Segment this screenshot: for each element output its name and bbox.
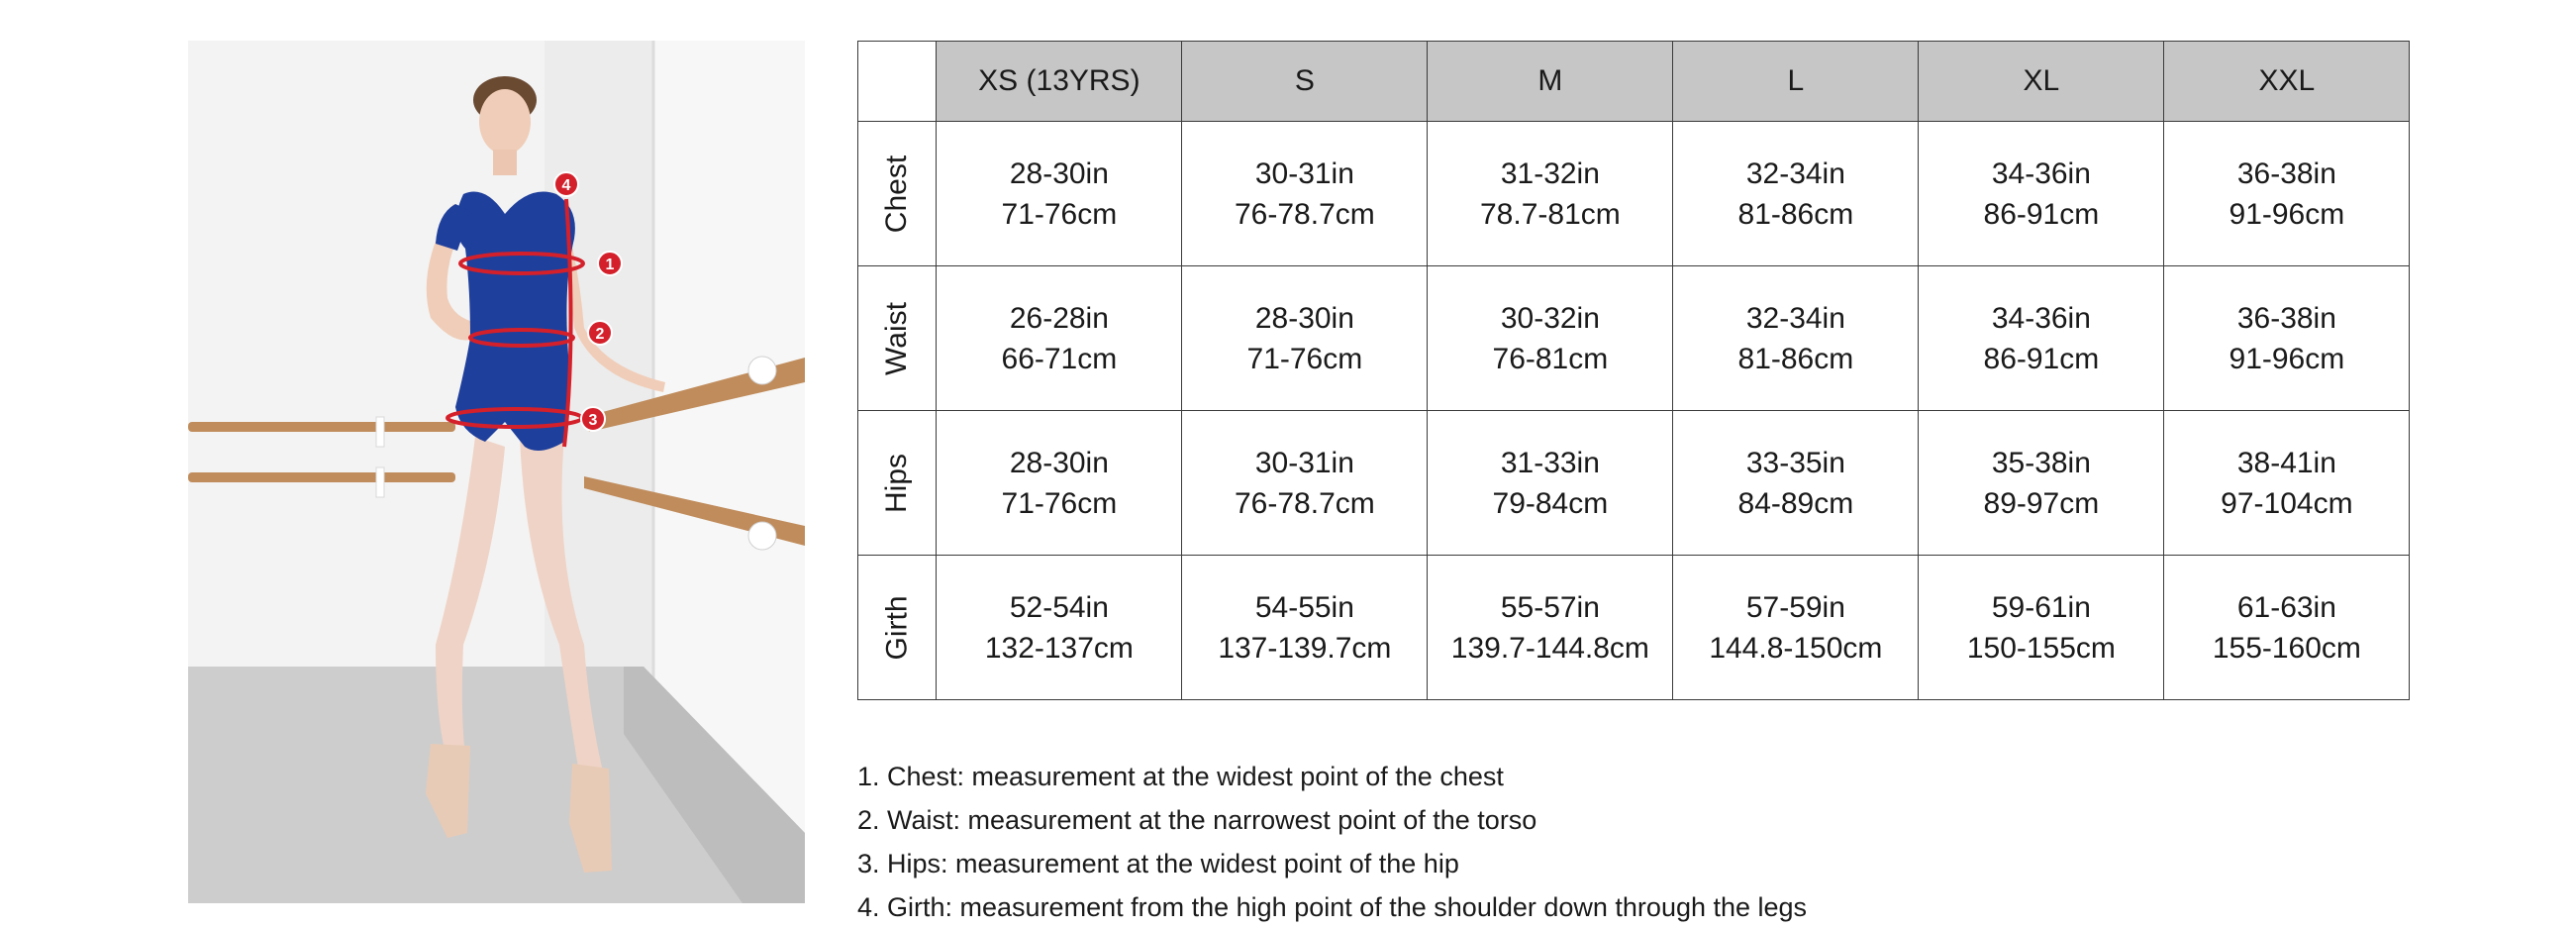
table-corner-cell — [858, 42, 937, 122]
row-label-cell — [858, 266, 937, 411]
table-cell — [1182, 411, 1428, 556]
row-label: Chest — [880, 155, 914, 233]
value-inches: 35-38in — [1991, 446, 2091, 479]
table-cell — [1673, 411, 1919, 556]
value-centimeters: 150-155cm — [1966, 631, 2116, 665]
table-cell — [2164, 556, 2410, 700]
value-centimeters: 91-96cm — [2229, 197, 2345, 231]
value-centimeters: 91-96cm — [2229, 342, 2345, 375]
table-cell — [2164, 266, 2410, 411]
table-cell — [1182, 266, 1428, 411]
value-inches: 28-30in — [1009, 156, 1109, 190]
size-header-xxl: XXL — [2164, 42, 2410, 122]
value-inches: 32-34in — [1745, 301, 1845, 335]
value-inches: 30-32in — [1500, 301, 1600, 335]
value-centimeters: 139.7-144.8cm — [1450, 631, 1649, 665]
marker-1 — [598, 252, 622, 275]
value-centimeters: 137-139.7cm — [1218, 631, 1392, 665]
table-cell — [937, 411, 1182, 556]
table-cell — [2164, 122, 2410, 266]
value-inches: 34-36in — [1991, 301, 2091, 335]
value-inches: 52-54in — [1009, 590, 1109, 624]
note-girth: 4. Girth: measurement from the high point of the shoulder down through the legs — [857, 892, 1808, 922]
value-centimeters: 76-78.7cm — [1235, 197, 1375, 231]
value-centimeters: 79-84cm — [1492, 486, 1609, 520]
table-cell — [1428, 411, 1673, 556]
value-inches: 36-38in — [2236, 301, 2336, 335]
value-centimeters: 89-97cm — [1983, 486, 2100, 520]
value-centimeters: 66-71cm — [1001, 342, 1118, 375]
value-centimeters: 78.7-81cm — [1480, 197, 1621, 231]
value-centimeters: 81-86cm — [1737, 197, 1854, 231]
value-centimeters: 132-137cm — [984, 631, 1134, 665]
table-cell — [1428, 266, 1673, 411]
value-inches: 33-35in — [1745, 446, 1845, 479]
table-cell — [1673, 266, 1919, 411]
value-inches: 57-59in — [1745, 590, 1845, 624]
table-row — [858, 266, 2410, 411]
note-hips: 3. Hips: measurement at the widest point of the hip — [857, 849, 1459, 878]
value-centimeters: 144.8-150cm — [1709, 631, 1883, 665]
table-cell — [1182, 556, 1428, 700]
value-centimeters: 97-104cm — [2221, 486, 2353, 520]
table-cell — [1919, 411, 2164, 556]
value-centimeters: 71-76cm — [1001, 197, 1118, 231]
value-centimeters: 81-86cm — [1737, 342, 1854, 375]
table-cell — [937, 266, 1182, 411]
marker-4 — [554, 172, 578, 196]
value-inches: 59-61in — [1991, 590, 2091, 624]
value-inches: 32-34in — [1745, 156, 1845, 190]
note-waist: 2. Waist: measurement at the narrowest point of the torso — [857, 805, 1537, 835]
value-centimeters: 76-78.7cm — [1235, 486, 1375, 520]
table-row — [858, 411, 2410, 556]
table-cell — [1919, 266, 2164, 411]
svg-text:4: 4 — [561, 177, 571, 194]
row-label: Hips — [880, 453, 914, 513]
table-cell — [937, 122, 1182, 266]
row-label: Girth — [880, 594, 914, 661]
value-inches: 61-63in — [2236, 590, 2336, 624]
svg-text:1: 1 — [605, 257, 615, 273]
value-centimeters: 155-160cm — [2212, 631, 2361, 665]
row-label-cell — [858, 556, 937, 700]
value-inches: 36-38in — [2236, 156, 2336, 190]
value-centimeters: 71-76cm — [1001, 486, 1118, 520]
size-header-xs: XS (13YRS) — [937, 42, 1182, 122]
size-header-xl: XL — [1919, 42, 2164, 122]
marker-2 — [588, 321, 612, 345]
table-cell — [2164, 411, 2410, 556]
value-centimeters: 76-81cm — [1492, 342, 1609, 375]
model-photo — [188, 41, 805, 903]
table-cell — [1428, 122, 1673, 266]
value-inches: 54-55in — [1254, 590, 1354, 624]
value-inches: 28-30in — [1254, 301, 1354, 335]
measurement-notes — [857, 755, 1807, 929]
row-label-cell — [858, 122, 937, 266]
svg-text:2: 2 — [595, 326, 605, 343]
value-centimeters: 71-76cm — [1246, 342, 1363, 375]
table-cell — [1673, 122, 1919, 266]
row-label-cell — [858, 411, 937, 556]
table-cell — [1919, 122, 2164, 266]
note-chest: 1. Chest: measurement at the widest point of the chest — [857, 762, 1504, 791]
value-inches: 34-36in — [1991, 156, 2091, 190]
value-centimeters: 86-91cm — [1983, 342, 2100, 375]
svg-text:3: 3 — [588, 412, 598, 429]
value-inches: 38-41in — [2236, 446, 2336, 479]
table-cell — [1428, 556, 1673, 700]
size-chart-table — [857, 41, 2410, 700]
value-inches: 31-33in — [1500, 446, 1600, 479]
row-label: Waist — [880, 301, 914, 375]
value-inches: 28-30in — [1009, 446, 1109, 479]
size-header-m: M — [1428, 42, 1673, 122]
value-inches: 55-57in — [1500, 590, 1600, 624]
value-inches: 30-31in — [1254, 156, 1354, 190]
table-cell — [1673, 556, 1919, 700]
table-header-row — [858, 42, 2410, 122]
table-cell — [937, 556, 1182, 700]
size-header-s: S — [1182, 42, 1428, 122]
marker-3 — [581, 407, 605, 431]
value-inches: 31-32in — [1500, 156, 1600, 190]
value-centimeters: 86-91cm — [1983, 197, 2100, 231]
table-row — [858, 122, 2410, 266]
table-cell — [1182, 122, 1428, 266]
value-inches: 26-28in — [1009, 301, 1109, 335]
value-centimeters: 84-89cm — [1737, 486, 1854, 520]
size-header-l: L — [1673, 42, 1919, 122]
table-row — [858, 556, 2410, 700]
value-inches: 30-31in — [1254, 446, 1354, 479]
table-cell — [1919, 556, 2164, 700]
